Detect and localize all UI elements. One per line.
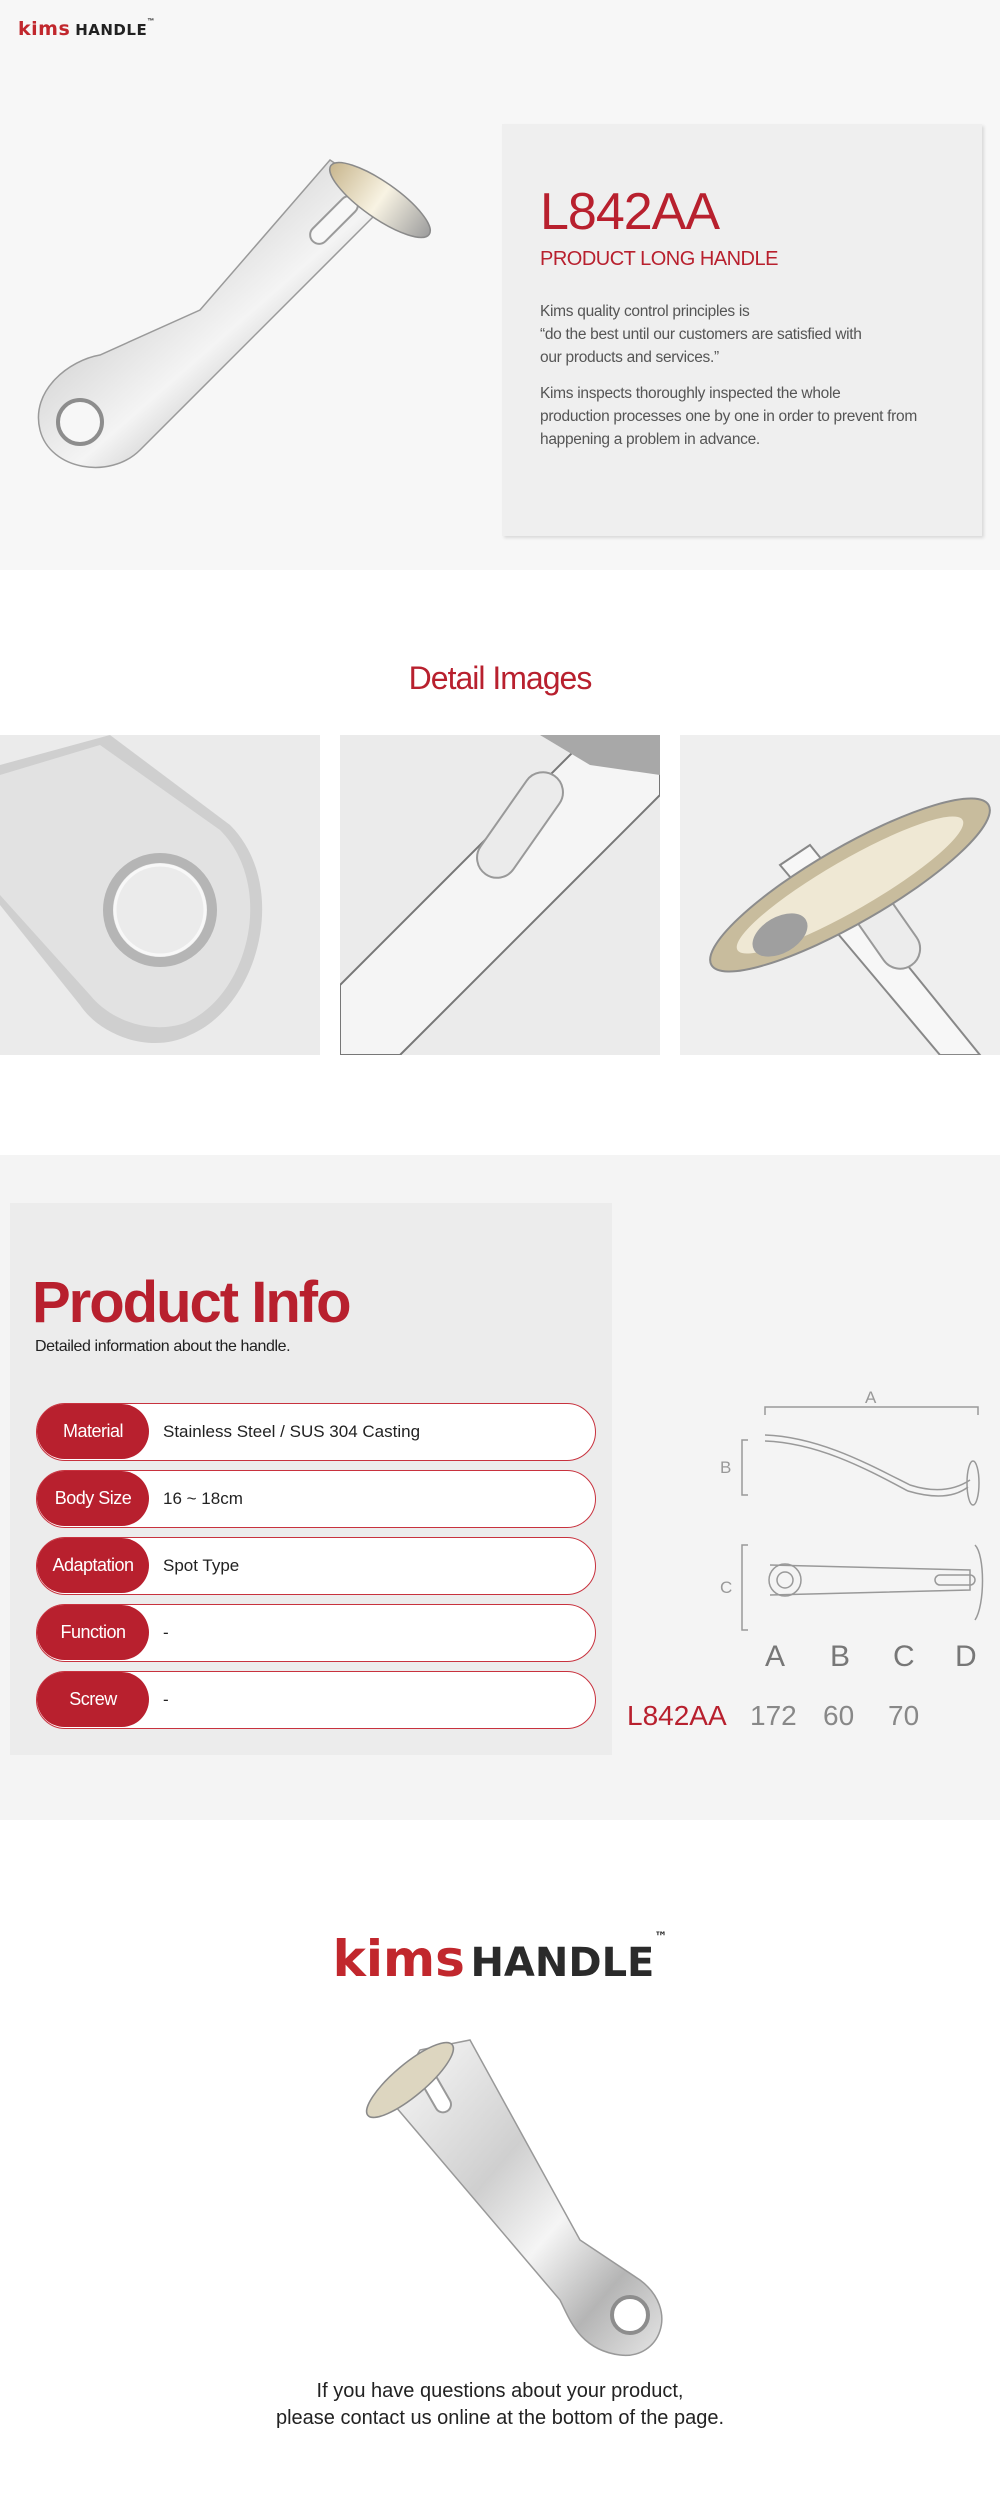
product-subtitle: PRODUCT LONG HANDLE — [540, 248, 778, 270]
info-row-screw — [36, 1671, 596, 1729]
info-value: - — [163, 1690, 169, 1709]
hero-text-box — [502, 124, 982, 536]
info-row-function — [36, 1604, 596, 1662]
inspection-description — [540, 382, 960, 451]
hero-section — [0, 0, 1000, 570]
product-model: L842AA — [540, 183, 720, 241]
desc1-line2: “do the best until our customers are satisfied with — [540, 326, 862, 343]
detail-image-ring — [0, 735, 320, 1055]
info-label: Material — [37, 1404, 149, 1459]
product-info-subtitle: Detailed information about the handle. — [35, 1338, 291, 1355]
footer-logo-word: HANDLE — [470, 1940, 655, 1986]
contact-line1: If you have questions about your product, — [316, 2380, 684, 2402]
detail-image-slot — [340, 735, 660, 1055]
header-logo[interactable] — [18, 18, 155, 40]
spec-header-d: D — [955, 1640, 977, 1673]
dimension-label-c: C — [720, 1578, 733, 1597]
spec-header-c: C — [893, 1640, 915, 1673]
info-label: Function — [37, 1605, 149, 1660]
hero-product-image — [30, 130, 490, 530]
spec-value-c: 70 — [888, 1700, 920, 1731]
info-value: Spot Type — [163, 1556, 240, 1575]
dimension-label-b: B — [720, 1458, 732, 1477]
spec-header-a: A — [765, 1640, 786, 1673]
dimension-label-a: A — [865, 1388, 877, 1407]
desc2-line3: happening a problem in advance. — [540, 431, 760, 448]
info-value: - — [163, 1623, 169, 1642]
info-label: Screw — [37, 1672, 149, 1727]
spec-value-b: 60 — [823, 1700, 855, 1731]
spec-value-a: 172 — [750, 1700, 797, 1731]
info-row-material — [36, 1403, 596, 1461]
spec-model: L842AA — [627, 1700, 727, 1731]
quality-description — [540, 300, 960, 369]
logo-word: HANDLE — [75, 21, 148, 39]
info-value: Stainless Steel / SUS 304 Casting — [163, 1422, 421, 1441]
footer-logo-tm: ™ — [654, 1930, 668, 1945]
footer-product-image — [330, 2020, 690, 2360]
info-value: 16 ~ 18cm — [163, 1489, 243, 1508]
desc1-line3: our products and services.” — [540, 349, 719, 366]
contact-message — [0, 2378, 1000, 2432]
contact-line2: please contact us online at the bottom of the page. — [275, 2407, 725, 2429]
logo-tm: ™ — [147, 18, 155, 25]
detail-images-title: Detail Images — [408, 660, 592, 696]
desc2-line1: Kims inspects thoroughly inspected the whole — [540, 385, 841, 402]
info-label: Body Size — [37, 1471, 149, 1526]
desc1-line1: Kims quality control principles is — [540, 303, 750, 320]
detail-image-base — [680, 735, 1000, 1055]
info-row-adaptation — [36, 1537, 596, 1595]
product-info-title: Product Info — [32, 1270, 350, 1335]
footer-logo-brand: kims — [332, 1930, 465, 1988]
footer-logo[interactable] — [0, 1930, 1000, 1988]
logo-brand: kims — [18, 18, 71, 40]
spec-header-b: B — [830, 1640, 851, 1673]
info-label: Adaptation — [37, 1538, 149, 1593]
dimension-diagram — [700, 1225, 990, 1665]
info-row-body-size — [36, 1470, 596, 1528]
product-info-box — [10, 1203, 612, 1755]
desc2-line2: production processes one by one in order to prevent from — [540, 408, 917, 425]
